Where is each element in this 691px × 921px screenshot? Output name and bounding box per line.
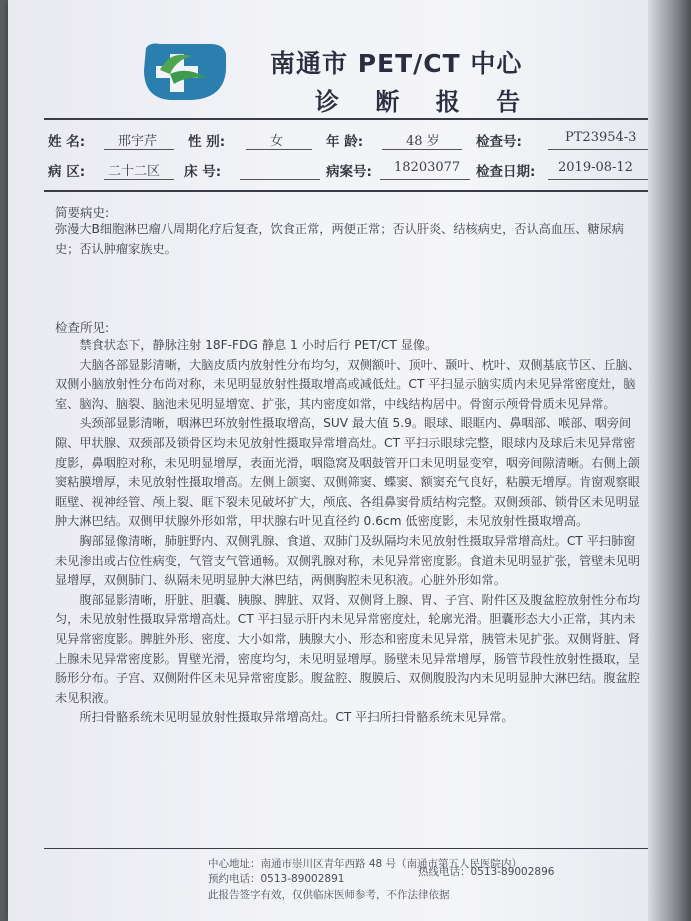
header-rule-top [44, 118, 658, 120]
history-text: 弥漫大B细胞淋巴瘤八周期化疗后复查，饮食正常，两便正常；否认肝炎、结核病史，否认高血压、糖尿病史；否认肿瘤家族史。 [55, 222, 624, 256]
footer-rule [44, 848, 658, 849]
name-underline [104, 149, 174, 150]
patient-age: 48 岁 [406, 134, 440, 149]
history-label: 简要病史: [55, 205, 110, 220]
sex-underline [246, 149, 312, 150]
footer-disclaimer: 此报告签字有效，仅供临床医师参考，不作法律依据 [208, 889, 450, 901]
bed-label: 床 号: [184, 164, 222, 180]
exam-date-underline [548, 179, 653, 180]
exam-date-label: 检查日期: [476, 164, 536, 180]
report-title: 诊 断 报 告 [315, 88, 535, 116]
patient-ward: 二十二区 [108, 164, 161, 179]
exam-no-underline [548, 149, 653, 150]
hospital-logo [140, 40, 230, 102]
exam-date: 2019-08-12 [558, 160, 633, 175]
exam-number: PT23954-3 [565, 130, 637, 145]
findings-paragraph-abdomen: 腹部显影清晰，肝脏、胆囊、胰腺、脾脏、双肾、双侧肾上腺、胃、子宫、附件区及腹盆腔放射性分布均匀，未见放射性摄取异常增高灶。CT 平扫显示肝内未见异常密度灶，轮廓光滑。胆囊形态大小正常，其内未见异常密度影。脾脏外形、密度、大小如常，胰腺大小、形态和密度未见异常，胰管未见扩张。双侧肾脏、肾上腺未见异常密度影。胃壁光滑，密度均匀，未见明显增厚。肠壁未见异常增厚，肠管节段性放射性摄取，呈肠形分布。子宫、双侧附件区未见异常密度影。腹盆腔、腹膜后、双侧腹股沟内未见明显肿大淋巴结。腹盆腔未见积液。 [55, 592, 641, 705]
findings-label: 检查所见: [55, 320, 110, 335]
page-edge-shadow [648, 0, 691, 921]
footer-hotline: 热线电话：0513-89002896 [418, 866, 555, 878]
exam-no-label: 检查号: [476, 134, 522, 150]
findings-paragraph-protocol: 禁食状态下，静脉注射 18F-FDG 静息 1 小时后行 PET/CT 显像。 [79, 338, 438, 352]
name-label: 姓 名: [48, 134, 86, 150]
findings-paragraph-chest: 胸部显像清晰，肺脏野内、双侧乳腺、食道、双肺门及纵隔均未见放射性摄取异常增高灶。CT 平扫肺窗未见渗出或占位性病变，气管支气管通畅。双侧乳腺对称，未见异常密度影。食道未见明显扩张，管壁未见明显增厚，双侧肺门、纵隔未见明显肿大淋巴结，两侧胸腔未见积液。心脏外形如常。 [55, 533, 640, 588]
hospital-title: 南通市 PET/CT 中心 [270, 49, 523, 78]
findings-paragraph-head-neck: 头颈部显影清晰，咽淋巴环放射性摄取增高，SUV 最大值 5.9。眼球、眼眶内、鼻咽部、喉部、咽旁间隙、甲状腺、双颈部及锁骨区均未见放射性摄取异常增高灶。CT 平扫示眼球完整，眼球内及球后未见异常密度影，鼻咽腔对称，未见明显增厚，表面光滑，咽隐窝及咽鼓管开口未见明显变窄，咽旁间隙清晰。右侧上颌窦粘膜增厚，未见放射性摄取增高。左侧上颌窦、双侧筛窦、蝶窦、额窦充气良好，粘膜无增厚。肯窗观察眼眶壁、视神经管、颅上裂、眶下裂未见破坏扩大，颅底、各组鼻窦骨质结构完整。双侧颈部、锁骨区未见明显肿大淋巴结。双侧甲状腺外形如常，甲状腺右叶见直径约 0.6cm 低密度影，未见放射性摄取增高。 [55, 416, 640, 529]
case-no-underline [380, 179, 470, 180]
age-underline [382, 149, 462, 150]
findings-paragraph-brain: 大脑各部显影清晰，大脑皮质内放射性分布均匀，双侧额叶、顶叶、颞叶、枕叶、双侧基底节区、丘脑、双侧小脑放射性分布尚对称，未见明显放射性摄取增高或减低灶。CT 平扫显示脑实质内未见异常密度灶，脑室、脑沟、脑裂、脑池未见明显增宽、扩张，其内密度如常，中线结构居中。骨窗示颅骨骨质未见异常。 [55, 357, 641, 411]
report-page [8, 0, 668, 921]
header-rule-bottom [44, 190, 658, 192]
footer-booking-phone: 预约电话：0513-89002891 [208, 873, 345, 885]
patient-sex: 女 [270, 134, 284, 149]
findings-paragraph-skeleton: 所扫骨骼系统未见明显放射性摄取异常增高灶。CT 平扫所扫骨骼系统未见异常。 [79, 710, 514, 725]
findings-body [55, 336, 645, 728]
patient-name: 邢宇芹 [118, 134, 158, 149]
footer-address: 中心地址：南通市崇川区青年西路 48 号（南通市第五人民医院内） [208, 858, 523, 870]
case-no-label: 病案号: [326, 164, 372, 180]
case-number: 18203077 [394, 160, 461, 175]
ward-underline [104, 179, 174, 180]
bed-underline [240, 179, 320, 180]
ward-label: 病 区: [48, 164, 86, 180]
age-label: 年 龄: [326, 134, 364, 150]
sex-label: 性 别: [188, 134, 226, 150]
